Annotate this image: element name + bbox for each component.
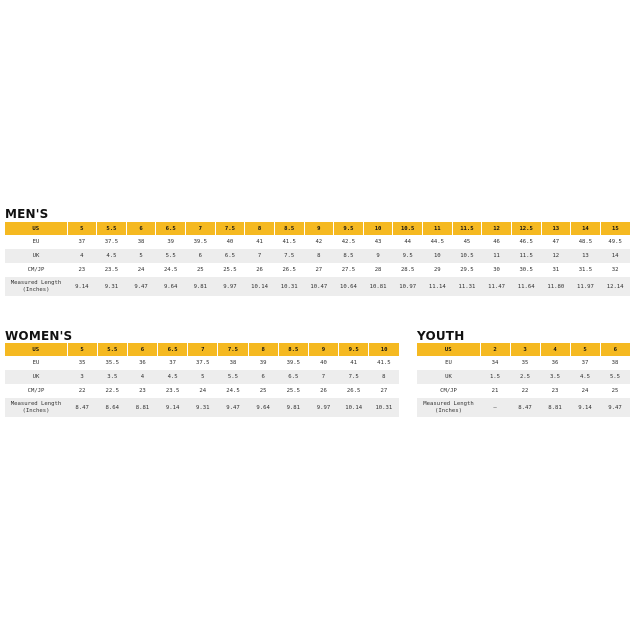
table-row [5, 384, 399, 398]
size-value-cell: 32 [611, 267, 619, 273]
size-value-cell: — [480, 398, 510, 417]
us-size-cell: 7 [188, 343, 218, 356]
size-value-cell: 39.5 [286, 360, 301, 366]
size-value-cell: 24.5 [163, 267, 178, 273]
table-row [5, 277, 630, 296]
size-value-cell: 23 [78, 267, 86, 273]
size-value-cell: 7 [245, 249, 275, 263]
header-label: US [5, 343, 67, 356]
size-value-cell: 3 [67, 370, 97, 384]
table-row [5, 356, 399, 370]
size-value-cell: 41.5 [282, 239, 296, 245]
size-value-cell: 41 [350, 360, 358, 366]
size-value-cell: 24.5 [226, 388, 240, 394]
size-value-cell: 24 [581, 388, 589, 394]
size-value-cell: 11.80 [541, 277, 571, 296]
size-value-cell: 3.5 [97, 370, 127, 384]
us-size-cell: 5 [67, 222, 97, 235]
size-value-cell: 25.5 [223, 267, 237, 273]
size-value-cell: 38 [611, 360, 619, 366]
size-value-cell: 43 [374, 239, 382, 245]
us-size-cell: 9.5 [334, 222, 364, 235]
row-label: CM/JP [27, 387, 45, 394]
size-value-cell: 28.5 [400, 267, 415, 273]
size-value-cell: 7 [308, 370, 338, 384]
size-value-cell: 2.5 [510, 370, 540, 384]
size-value-cell: 9.14 [67, 277, 97, 296]
size-value-cell: 24 [199, 388, 207, 394]
us-size-cell: 7 [186, 222, 216, 235]
row-label: CM/JP [440, 387, 457, 394]
size-value-cell: 36 [139, 360, 146, 366]
size-value-cell: 8.81 [127, 398, 157, 417]
row-label: EU [32, 359, 40, 366]
size-value-cell: 8 [304, 249, 334, 263]
size-value-cell: 5 [188, 370, 218, 384]
size-value-cell: 22 [78, 388, 86, 394]
size-value-cell: 31.5 [578, 267, 593, 273]
us-size-cell: 9.5 [339, 343, 369, 356]
size-value-cell: 26 [320, 388, 327, 394]
size-value-cell: 5.5 [600, 370, 630, 384]
us-size-cell: 12 [482, 222, 512, 235]
table-row [5, 398, 399, 417]
table-row [417, 384, 630, 398]
size-value-cell: 38 [137, 239, 145, 245]
size-value-cell: 9.64 [248, 398, 278, 417]
size-value-cell: 26.5 [346, 388, 361, 394]
size-value-cell: 35 [78, 360, 86, 366]
us-size-cell: 5 [570, 343, 600, 356]
size-value-cell: 39.5 [193, 239, 208, 245]
womens-size-table [5, 343, 399, 417]
size-value-cell: 26 [256, 267, 263, 273]
size-value-cell: 27 [315, 267, 323, 273]
header-row [5, 222, 630, 235]
row-label: CM/JP [27, 266, 45, 273]
us-size-cell: 2 [480, 343, 510, 356]
womens-title: WOMEN'S [5, 329, 73, 343]
size-value-cell: 9.14 [570, 398, 600, 417]
size-value-cell: 5.5 [156, 249, 186, 263]
table-row [417, 398, 630, 417]
size-value-cell: 9 [363, 249, 393, 263]
size-value-cell: 8.5 [334, 249, 364, 263]
size-value-cell: 49.5 [608, 239, 622, 245]
youth-size-table [417, 343, 630, 417]
size-value-cell: 12 [541, 249, 571, 263]
size-value-cell: 26.5 [282, 267, 296, 273]
size-value-cell: 36 [551, 360, 559, 366]
size-value-cell: 9.14 [158, 398, 188, 417]
size-value-cell: 37.5 [196, 360, 210, 366]
table-row [5, 370, 399, 384]
us-size-cell: 6 [600, 343, 630, 356]
size-value-cell: 11 [482, 249, 512, 263]
table-row [417, 356, 630, 370]
size-value-cell: 28 [374, 267, 382, 273]
size-value-cell: 9.64 [156, 277, 186, 296]
size-value-cell: 9.47 [600, 398, 630, 417]
size-value-cell: 46.5 [519, 239, 533, 245]
size-value-cell: 27.5 [341, 267, 356, 273]
table-row [417, 370, 630, 384]
size-value-cell: 10.31 [369, 398, 399, 417]
us-size-cell: 12.5 [511, 222, 541, 235]
size-value-cell: 10.64 [334, 277, 364, 296]
size-value-cell: 22 [521, 388, 529, 394]
size-value-cell: 12.14 [600, 277, 630, 296]
size-value-cell: 37 [78, 239, 86, 245]
size-value-cell: 5.5 [218, 370, 248, 384]
us-size-cell: 6.5 [158, 343, 188, 356]
size-value-cell: 25 [196, 267, 204, 273]
size-value-cell: 11.14 [423, 277, 453, 296]
size-value-cell: 41 [256, 239, 263, 245]
size-value-cell: 25 [259, 388, 267, 394]
size-value-cell: 6 [186, 249, 216, 263]
us-size-cell: 5.5 [97, 222, 127, 235]
us-size-cell: 13 [541, 222, 571, 235]
us-size-cell: 10 [363, 222, 393, 235]
row-label: Measured Length (Inches) [417, 398, 480, 417]
size-value-cell: 23 [139, 388, 146, 394]
table-row [5, 235, 630, 249]
size-value-cell: 11.97 [571, 277, 601, 296]
size-value-cell: 35.5 [105, 360, 120, 366]
size-value-cell: 7.5 [339, 370, 369, 384]
row-label: Measured Length (Inches) [5, 398, 67, 417]
size-value-cell: 42 [315, 239, 323, 245]
size-value-cell: 27 [380, 388, 388, 394]
size-value-cell: 48.5 [578, 239, 593, 245]
size-value-cell: 9.47 [126, 277, 156, 296]
size-value-cell: 25.5 [286, 388, 301, 394]
size-value-cell: 10.97 [393, 277, 423, 296]
size-value-cell: 38 [229, 360, 237, 366]
us-size-cell: 11 [423, 222, 453, 235]
size-value-cell: 23.5 [104, 267, 119, 273]
us-size-cell: 7.5 [215, 222, 245, 235]
row-label: EU [32, 238, 40, 245]
size-value-cell: 44 [404, 239, 412, 245]
us-size-cell: 9 [304, 222, 334, 235]
us-size-cell: 3 [510, 343, 540, 356]
size-value-cell: 4.5 [570, 370, 600, 384]
size-value-cell: 40 [320, 360, 327, 366]
size-value-cell: 5 [126, 249, 156, 263]
size-value-cell: 11.47 [482, 277, 512, 296]
size-value-cell: 8.81 [540, 398, 570, 417]
size-value-cell: 9.31 [97, 277, 127, 296]
size-value-cell: 10 [423, 249, 453, 263]
us-size-cell: 9 [308, 343, 338, 356]
size-value-cell: 37 [169, 360, 176, 366]
size-value-cell: 46 [493, 239, 500, 245]
size-value-cell: 8.64 [97, 398, 127, 417]
size-value-cell: 10.14 [339, 398, 369, 417]
size-value-cell: 45 [463, 239, 471, 245]
size-value-cell: 23.5 [165, 388, 180, 394]
size-value-cell: 29 [433, 267, 441, 273]
size-value-cell: 10.14 [245, 277, 275, 296]
us-size-cell: 5 [67, 343, 97, 356]
us-size-cell: 7.5 [218, 343, 248, 356]
size-value-cell: 25 [611, 388, 619, 394]
size-value-cell: 6.5 [278, 370, 308, 384]
size-value-cell: 9.5 [393, 249, 423, 263]
size-value-cell: 29.5 [460, 267, 474, 273]
size-value-cell: 41.5 [377, 360, 391, 366]
size-value-cell: 40 [226, 239, 234, 245]
size-value-cell: 22.5 [105, 388, 120, 394]
header-label: US [417, 343, 480, 356]
size-value-cell: 23 [551, 388, 559, 394]
us-size-cell: 10 [369, 343, 399, 356]
row-label: UK [417, 370, 480, 384]
size-value-cell: 24 [137, 267, 145, 273]
us-size-cell: 8 [245, 222, 275, 235]
us-size-cell: 14 [571, 222, 601, 235]
us-size-cell: 4 [540, 343, 570, 356]
size-value-cell: 10.5 [452, 249, 482, 263]
size-value-cell: 8 [369, 370, 399, 384]
size-value-cell: 47 [552, 239, 560, 245]
header-label: US [5, 222, 67, 235]
size-value-cell: 9.47 [218, 398, 248, 417]
us-size-cell: 8 [248, 343, 278, 356]
row-label: UK [5, 249, 67, 263]
us-size-cell: 10.5 [393, 222, 423, 235]
size-value-cell: 11.64 [511, 277, 541, 296]
size-value-cell: 4.5 [158, 370, 188, 384]
us-size-cell: 6 [126, 222, 156, 235]
us-size-cell: 5.5 [97, 343, 127, 356]
us-size-cell: 8.5 [274, 222, 304, 235]
row-label: Measured Length (Inches) [5, 277, 67, 296]
size-value-cell: 6 [248, 370, 278, 384]
header-row [5, 343, 399, 356]
size-value-cell: 10.47 [304, 277, 334, 296]
size-value-cell: 39 [259, 360, 267, 366]
mens-size-table [5, 222, 630, 296]
size-value-cell: 9.97 [308, 398, 338, 417]
size-value-cell: 34 [491, 360, 499, 366]
size-value-cell: 6.5 [215, 249, 245, 263]
size-value-cell: 14 [600, 249, 630, 263]
size-value-cell: 3.5 [540, 370, 570, 384]
mens-title: MEN'S [5, 207, 49, 221]
size-value-cell: 10.31 [274, 277, 304, 296]
size-value-cell: 30 [493, 267, 500, 273]
table-row [5, 263, 630, 277]
size-value-cell: 11.31 [452, 277, 482, 296]
size-value-cell: 4 [127, 370, 157, 384]
size-value-cell: 44.5 [430, 239, 445, 245]
size-value-cell: 8.47 [67, 398, 97, 417]
size-value-cell: 4.5 [97, 249, 127, 263]
us-size-cell: 15 [600, 222, 630, 235]
size-value-cell: 37.5 [104, 239, 119, 245]
size-value-cell: 7.5 [274, 249, 304, 263]
us-size-cell: 6.5 [156, 222, 186, 235]
youth-title: YOUTH [417, 329, 465, 343]
size-value-cell: 11.5 [511, 249, 541, 263]
size-value-cell: 37 [581, 360, 589, 366]
row-label: UK [5, 370, 67, 384]
size-value-cell: 9.81 [186, 277, 216, 296]
size-value-cell: 30.5 [519, 267, 533, 273]
size-value-cell: 35 [521, 360, 529, 366]
us-size-cell: 8.5 [278, 343, 308, 356]
us-size-cell: 6 [127, 343, 157, 356]
header-row [417, 343, 630, 356]
us-size-cell: 11.5 [452, 222, 482, 235]
row-label: EU [445, 359, 452, 366]
size-value-cell: 9.81 [278, 398, 308, 417]
size-value-cell: 10.81 [363, 277, 393, 296]
size-value-cell: 21 [491, 388, 499, 394]
size-value-cell: 13 [571, 249, 601, 263]
size-value-cell: 39 [167, 239, 175, 245]
size-value-cell: 42.5 [341, 239, 356, 245]
size-value-cell: 31 [552, 267, 560, 273]
table-row [5, 249, 630, 263]
size-value-cell: 9.31 [188, 398, 218, 417]
size-value-cell: 9.97 [215, 277, 245, 296]
size-value-cell: 1.5 [480, 370, 510, 384]
size-value-cell: 8.47 [510, 398, 540, 417]
size-value-cell: 4 [67, 249, 97, 263]
